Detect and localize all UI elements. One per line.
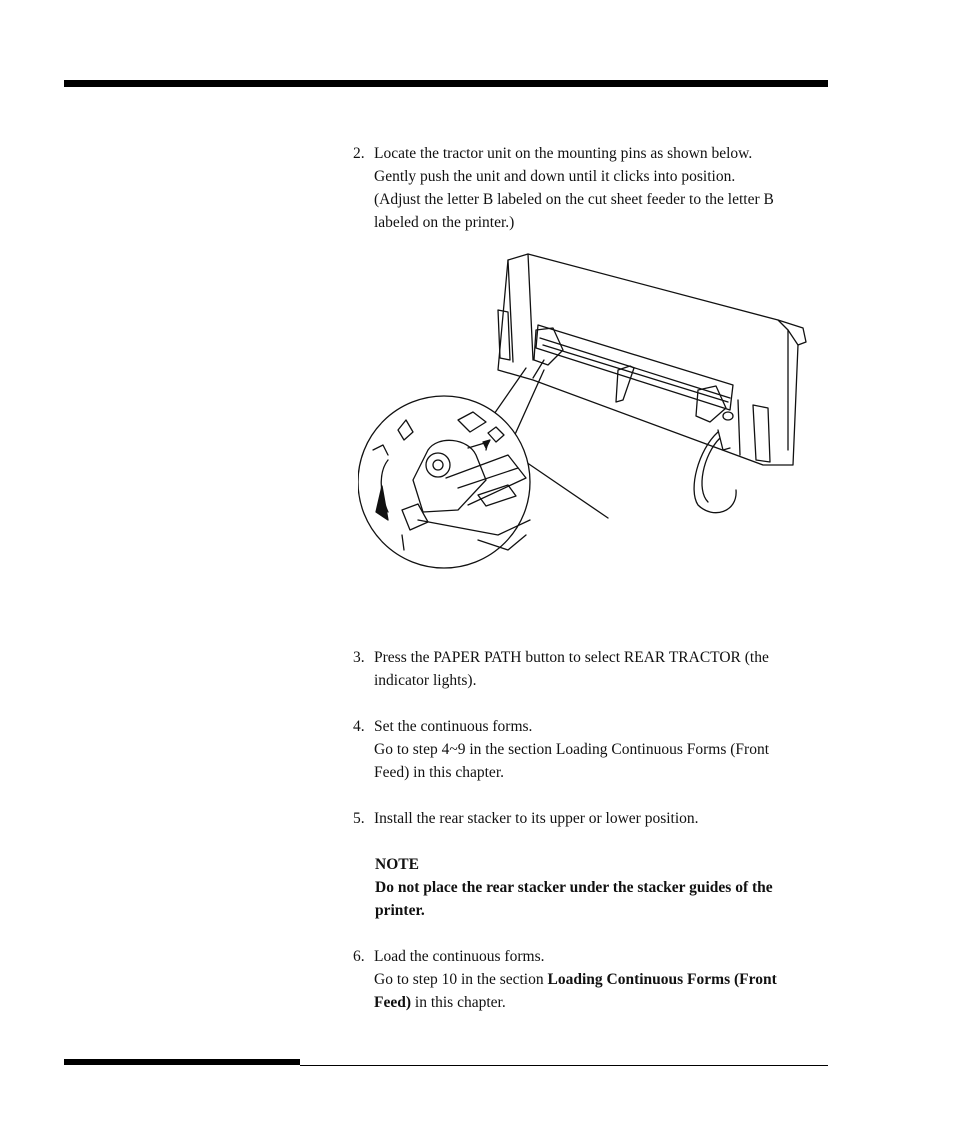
step-text-line <box>374 968 833 991</box>
section-reference: Feed) <box>374 994 412 1011</box>
step-text-line: indicator lights). <box>374 672 477 689</box>
step-text-line: Install the rear stacker to its upper or lower position. <box>374 810 699 827</box>
footer-rule-thin <box>300 1065 828 1066</box>
step-3 <box>353 646 833 692</box>
tractor-installation-illustration <box>358 250 828 572</box>
step-text: Go to step 10 in the section <box>374 971 548 988</box>
note-text-line: printer. <box>375 902 425 919</box>
step-text-line: Go to step 4~9 in the section Loading Continuous Forms (Front <box>374 741 770 758</box>
note-heading: NOTE <box>375 856 419 873</box>
step-5 <box>353 807 833 830</box>
note-block <box>375 853 835 922</box>
step-2 <box>353 142 833 234</box>
step-text-line: Gently push the unit and down until it clicks into position. <box>374 168 736 185</box>
step-text-line: Set the continuous forms. <box>374 718 533 735</box>
step-text-line: Load the continuous forms. <box>374 948 545 965</box>
step-text-line: Locate the tractor unit on the mounting pins as shown below. <box>374 145 753 162</box>
footer-rule-thick <box>64 1059 300 1065</box>
note-text-line: Do not place the rear stacker under the stacker guides of the <box>375 879 773 896</box>
step-number: 6. <box>353 948 365 965</box>
step-text-line <box>374 991 833 1014</box>
step-number: 2. <box>353 145 365 162</box>
step-text-line: Feed) in this chapter. <box>374 764 504 781</box>
step-text-line: (Adjust the letter B labeled on the cut sheet feeder to the letter B <box>374 191 774 208</box>
section-reference: Loading Continuous Forms (Front <box>547 971 777 988</box>
step-text-line: Press the PAPER PATH button to select REAR TRACTOR (the <box>374 649 769 666</box>
step-text-line: labeled on the printer.) <box>374 214 515 231</box>
step-number: 3. <box>353 649 365 666</box>
header-rule <box>64 80 828 87</box>
step-text: in this chapter. <box>411 994 506 1011</box>
step-number: 4. <box>353 718 365 735</box>
step-4 <box>353 715 833 784</box>
step-number: 5. <box>353 810 365 827</box>
step-6 <box>353 945 833 1014</box>
magnified-detail <box>358 396 530 568</box>
